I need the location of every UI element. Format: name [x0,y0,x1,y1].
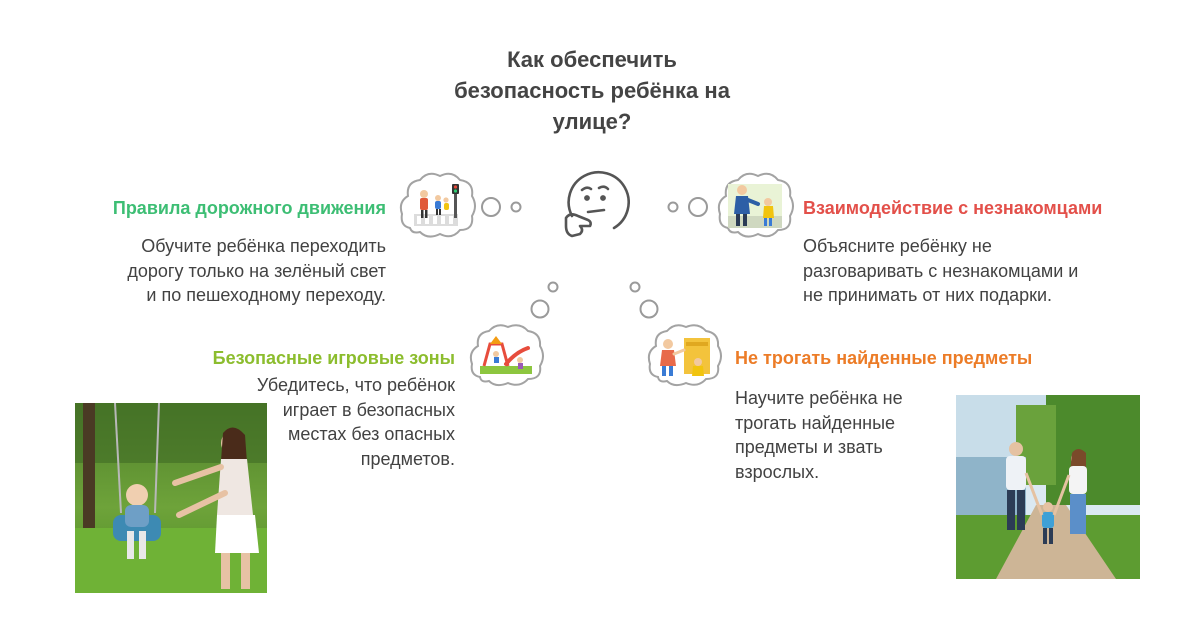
strangers-text: Объясните ребёнку не разговаривать с незнакомцами и не принимать от них подарки. [803,236,1079,305]
bubble-right-small [669,203,678,212]
bubble-lowright-large [641,301,658,318]
bubble-right-large [689,198,707,216]
bubble-lowleft-small [549,283,558,292]
bubble-left-large [482,198,500,216]
playground-illustration [468,322,544,390]
play-zones-heading: Безопасные игровые зоны [212,348,455,368]
traffic-rules-heading: Правила дорожного движения [112,198,386,218]
crosswalk-illustration [398,170,476,242]
found-objects-heading: Не трогать найденные предметы [735,348,1033,368]
swing-photo [75,403,267,593]
found-objects-text: Научите ребёнка не трогать найденные предметы и звать взрослых. [735,388,903,482]
bubble-lowright-small [631,283,640,292]
strangers-heading: Взаимодействие с незнакомцами [803,198,1103,218]
found-objects-illustration [646,322,722,390]
bubble-lowleft-large [532,301,549,318]
traffic-rules-text: Обучите ребёнка переходить дорогу только на зелёный свет и по пешеходному переходу. [127,236,386,305]
family-walk-photo [956,395,1140,579]
play-zones-text: Убедитесь, что ребёнок играет в безопасных местах без опасных предметов. [256,375,455,469]
page-title: Как обеспечить безопасность ребёнка на улице? [454,47,730,134]
thinking-face-icon [558,168,630,244]
stranger-illustration [716,170,794,242]
bubble-left-small [512,203,521,212]
